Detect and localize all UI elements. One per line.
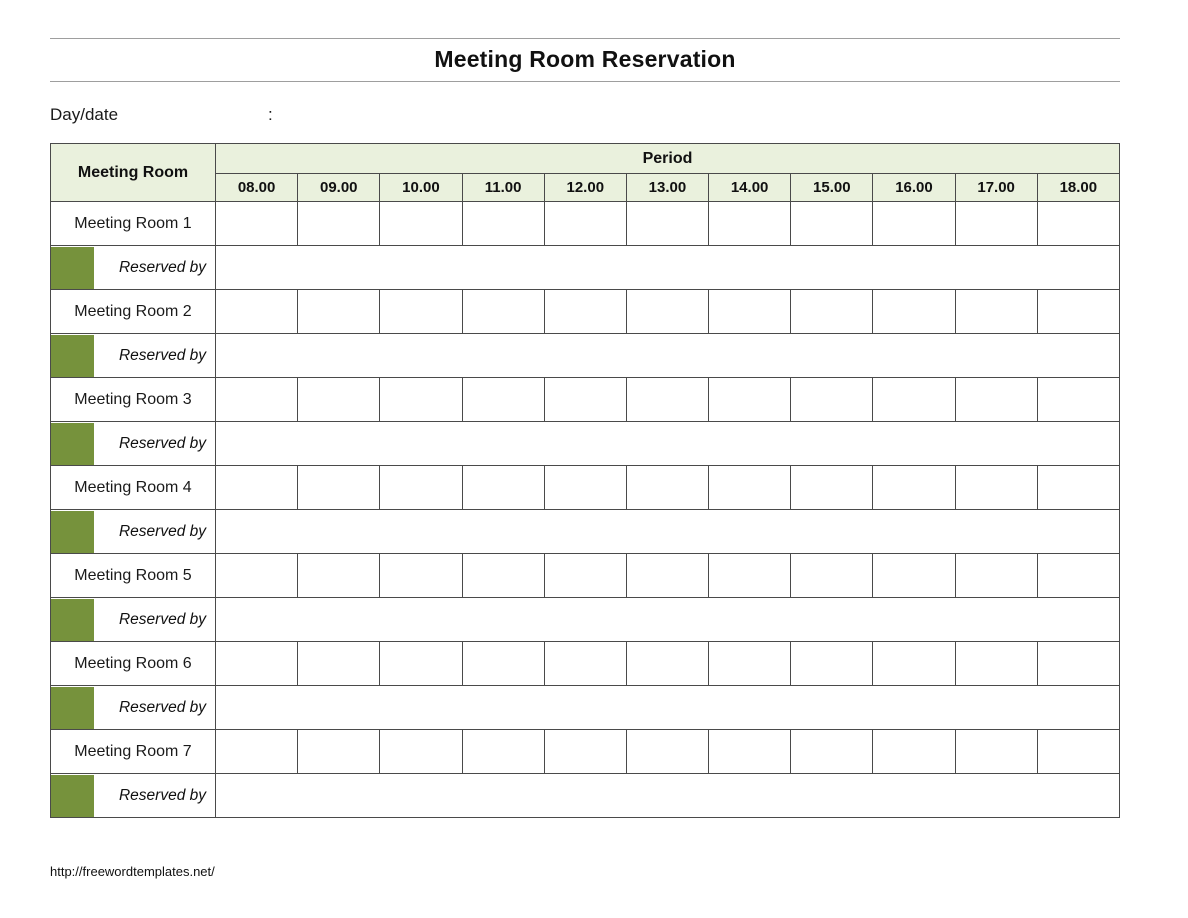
room-name: Meeting Room 6 — [51, 642, 216, 686]
schedule-cell[interactable] — [709, 290, 791, 334]
schedule-cell[interactable] — [873, 642, 955, 686]
period-time-1400: 14.00 — [709, 174, 791, 202]
reserved-row — [51, 774, 1120, 818]
schedule-cell[interactable] — [462, 730, 544, 774]
room-row — [51, 554, 1120, 598]
room-row — [51, 290, 1120, 334]
schedule-cell[interactable] — [544, 290, 626, 334]
green-accent-block — [51, 247, 94, 289]
schedule-cell[interactable] — [216, 202, 298, 246]
reserved-by-label: Reserved by — [118, 610, 206, 628]
room-name: Meeting Room 5 — [51, 554, 216, 598]
room-name: Meeting Room 4 — [51, 466, 216, 510]
schedule-cell[interactable] — [216, 290, 298, 334]
reserved-by-cell — [51, 774, 216, 818]
day-date-label: Day/date — [50, 105, 119, 124]
schedule-cell[interactable] — [626, 730, 708, 774]
reserved-by-input[interactable] — [216, 686, 1120, 730]
period-time-1300: 13.00 — [626, 174, 708, 202]
schedule-cell[interactable] — [626, 202, 708, 246]
schedule-cell[interactable] — [1037, 290, 1119, 334]
reserved-row — [51, 422, 1120, 466]
reserved-row — [51, 334, 1120, 378]
schedule-cell[interactable] — [1037, 642, 1119, 686]
green-accent-block — [51, 687, 94, 729]
meeting-room-header: Meeting Room — [51, 144, 216, 202]
schedule-cell[interactable] — [1037, 202, 1119, 246]
schedule-cell[interactable] — [791, 730, 873, 774]
schedule-cell[interactable] — [955, 466, 1037, 510]
schedule-cell[interactable] — [709, 378, 791, 422]
schedule-cell[interactable] — [216, 554, 298, 598]
period-time-1800: 18.00 — [1037, 174, 1119, 202]
reserved-by-label: Reserved by — [118, 786, 206, 804]
room-row — [51, 466, 1120, 510]
reserved-by-input[interactable] — [216, 510, 1120, 554]
schedule-cell[interactable] — [298, 642, 380, 686]
schedule-cell[interactable] — [626, 466, 708, 510]
period-time-1700: 17.00 — [955, 174, 1037, 202]
schedule-cell[interactable] — [626, 554, 708, 598]
schedule-cell[interactable] — [791, 202, 873, 246]
room-row — [51, 730, 1120, 774]
period-time-1100: 11.00 — [462, 174, 544, 202]
reserved-by-label: Reserved by — [118, 434, 206, 452]
schedule-cell[interactable] — [380, 202, 462, 246]
room-row — [51, 202, 1120, 246]
schedule-cell[interactable] — [216, 378, 298, 422]
schedule-cell[interactable] — [709, 202, 791, 246]
schedule-cell[interactable] — [462, 378, 544, 422]
schedule-cell[interactable] — [791, 290, 873, 334]
schedule-cell[interactable] — [626, 378, 708, 422]
reserved-by-input[interactable] — [216, 774, 1120, 818]
reserved-by-input[interactable] — [216, 334, 1120, 378]
schedule-cell[interactable] — [380, 378, 462, 422]
schedule-cell[interactable] — [709, 730, 791, 774]
reserved-by-cell — [51, 334, 216, 378]
schedule-cell[interactable] — [462, 642, 544, 686]
day-date-value[interactable] — [284, 103, 1120, 127]
schedule-cell[interactable] — [216, 730, 298, 774]
footer-url: http://freewordtemplates.net/ — [50, 864, 215, 879]
schedule-cell[interactable] — [955, 290, 1037, 334]
reserved-by-cell — [51, 598, 216, 642]
schedule-cell[interactable] — [791, 466, 873, 510]
schedule-cell[interactable] — [298, 290, 380, 334]
schedule-cell[interactable] — [462, 466, 544, 510]
green-accent-block — [51, 599, 94, 641]
schedule-cell[interactable] — [626, 290, 708, 334]
green-accent-block — [51, 775, 94, 817]
schedule-cell[interactable] — [791, 642, 873, 686]
reserved-by-cell — [51, 422, 216, 466]
schedule-cell[interactable] — [380, 642, 462, 686]
day-date-separator: : — [268, 105, 273, 124]
schedule-cell[interactable] — [462, 202, 544, 246]
reservation-table — [50, 143, 1120, 818]
schedule-cell[interactable] — [791, 378, 873, 422]
reserved-by-label: Reserved by — [118, 346, 206, 364]
schedule-cell[interactable] — [544, 202, 626, 246]
schedule-cell[interactable] — [298, 554, 380, 598]
schedule-cell[interactable] — [955, 202, 1037, 246]
schedule-cell[interactable] — [380, 730, 462, 774]
schedule-cell[interactable] — [298, 730, 380, 774]
period-time-0800: 08.00 — [216, 174, 298, 202]
schedule-cell[interactable] — [1037, 554, 1119, 598]
reserved-by-cell — [51, 510, 216, 554]
room-name: Meeting Room 7 — [51, 730, 216, 774]
schedule-cell[interactable] — [709, 466, 791, 510]
schedule-cell[interactable] — [462, 290, 544, 334]
schedule-cell[interactable] — [955, 378, 1037, 422]
period-time-1200: 12.00 — [544, 174, 626, 202]
reserved-row — [51, 510, 1120, 554]
schedule-cell[interactable] — [380, 466, 462, 510]
room-name: Meeting Room 1 — [51, 202, 216, 246]
schedule-cell[interactable] — [709, 554, 791, 598]
schedule-cell[interactable] — [955, 642, 1037, 686]
schedule-cell[interactable] — [544, 378, 626, 422]
schedule-cell[interactable] — [1037, 378, 1119, 422]
period-header: Period — [216, 144, 1120, 174]
schedule-cell[interactable] — [462, 554, 544, 598]
reserved-by-input[interactable] — [216, 598, 1120, 642]
schedule-cell[interactable] — [544, 554, 626, 598]
schedule-cell[interactable] — [544, 730, 626, 774]
schedule-cell[interactable] — [873, 730, 955, 774]
schedule-cell[interactable] — [298, 378, 380, 422]
schedule-cell[interactable] — [791, 554, 873, 598]
schedule-cell[interactable] — [873, 554, 955, 598]
schedule-cell[interactable] — [709, 642, 791, 686]
reserved-by-label: Reserved by — [118, 522, 206, 540]
schedule-cell[interactable] — [955, 730, 1037, 774]
schedule-cell[interactable] — [544, 466, 626, 510]
schedule-cell[interactable] — [873, 466, 955, 510]
reserved-row — [51, 686, 1120, 730]
reserved-by-label: Reserved by — [118, 258, 206, 276]
room-row — [51, 642, 1120, 686]
day-date-row — [50, 100, 1120, 130]
schedule-cell[interactable] — [544, 642, 626, 686]
schedule-cell[interactable] — [380, 290, 462, 334]
room-name: Meeting Room 2 — [51, 290, 216, 334]
title-block — [50, 38, 1120, 82]
schedule-cell[interactable] — [955, 554, 1037, 598]
schedule-cell[interactable] — [1037, 730, 1119, 774]
room-row — [51, 378, 1120, 422]
schedule-cell[interactable] — [216, 642, 298, 686]
reserved-row — [51, 246, 1120, 290]
reserved-by-input[interactable] — [216, 246, 1120, 290]
reserved-row — [51, 598, 1120, 642]
schedule-cell[interactable] — [873, 290, 955, 334]
schedule-cell[interactable] — [626, 642, 708, 686]
reserved-by-cell — [51, 246, 216, 290]
schedule-cell[interactable] — [380, 554, 462, 598]
schedule-cell[interactable] — [873, 378, 955, 422]
green-accent-block — [51, 335, 94, 377]
schedule-cell[interactable] — [298, 466, 380, 510]
reserved-by-label: Reserved by — [118, 698, 206, 716]
reserved-by-input[interactable] — [216, 422, 1120, 466]
header-row-period — [51, 144, 1120, 174]
period-time-1000: 10.00 — [380, 174, 462, 202]
period-time-1500: 15.00 — [791, 174, 873, 202]
period-time-1600: 16.00 — [873, 174, 955, 202]
schedule-cell[interactable] — [873, 202, 955, 246]
room-name: Meeting Room 3 — [51, 378, 216, 422]
reserved-by-cell — [51, 686, 216, 730]
schedule-cell[interactable] — [1037, 466, 1119, 510]
period-time-0900: 09.00 — [298, 174, 380, 202]
schedule-cell[interactable] — [298, 202, 380, 246]
schedule-cell[interactable] — [216, 466, 298, 510]
green-accent-block — [51, 511, 94, 553]
green-accent-block — [51, 423, 94, 465]
page-title: Meeting Room Reservation — [434, 46, 736, 72]
